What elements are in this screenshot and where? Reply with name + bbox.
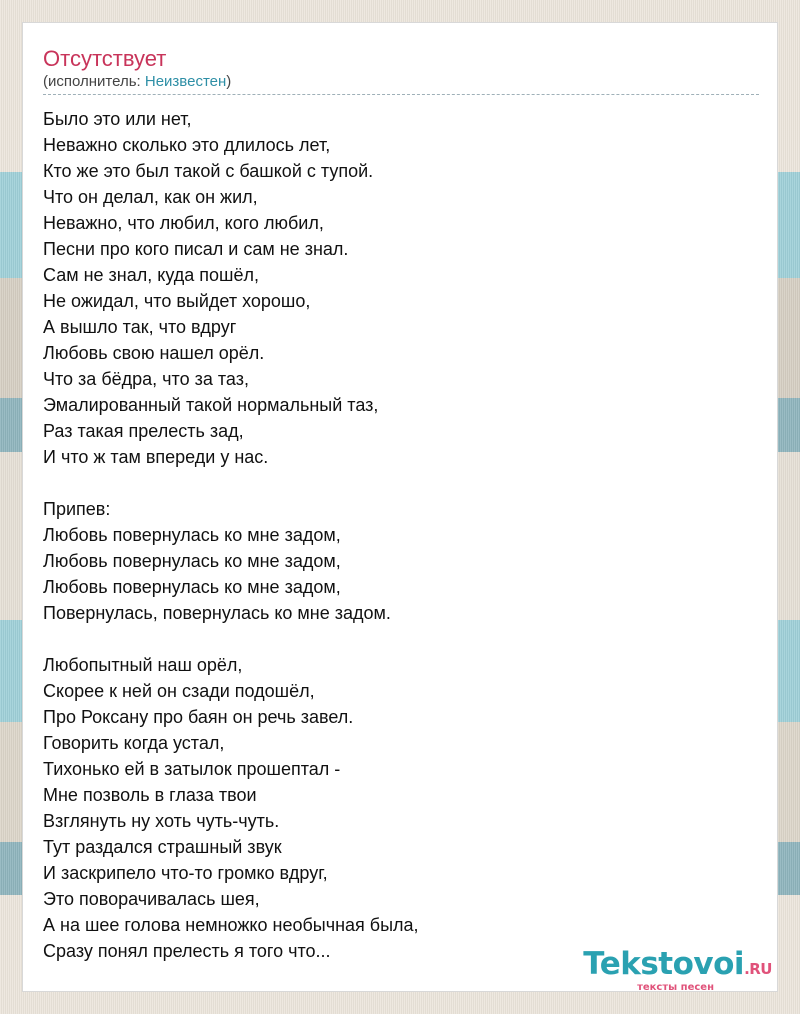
song-title: Отсутствует bbox=[43, 46, 167, 71]
lyrics-text: Было это или нет, Неважно сколько это длилось лет, Кто же это был такой с башкой с тупой. Что он делал, как он жил, Неважно, что любил, кого любил, Песни про кого писал и сам не знал. Сам не знал, куда пошёл, Не ожидал, что выйдет хорошо, А вышло так, что вдруг Любовь свою нашел орёл. Что за бёдра, что за таз, Эмалированный такой нормальный таз, Раз такая прелесть зад, И что ж там впереди у нас. Припев: Любовь повернулась ко мне задом, Любовь повернулась ко мне задом, Любовь повернулась ко мне задом, Повернулась, повернулась ко мне задом. Любопытный наш орёл, Скорее к ней он сзади подошёл, Про Роксану про баян он речь завел. Говорить когда устал, Тихонько ей в затылок прошептал - Мне позволь в глаза твои Взглянуть ну хоть чуть-чуть. Тут раздался страшный звук И заскрипело что-то громко вдруг, Это поворачивалась шея, А на шее голова немножко необычная была, Сразу понял прелесть я того что... bbox=[43, 109, 419, 961]
performer-suffix: ) bbox=[226, 73, 232, 90]
logo-wordmark bbox=[583, 948, 772, 985]
performer-link[interactable]: Неизвестен bbox=[144, 73, 227, 90]
performer-prefix: (исполнитель: bbox=[43, 73, 145, 90]
logo-name: Tekstovoi bbox=[583, 946, 745, 982]
logo-tagline: тексты песен bbox=[637, 982, 714, 993]
lyrics-card bbox=[22, 22, 778, 992]
site-logo[interactable] bbox=[583, 948, 772, 993]
header-divider bbox=[43, 94, 759, 95]
logo-domain-suffix: .RU bbox=[744, 960, 772, 978]
performer-line bbox=[43, 73, 231, 91]
